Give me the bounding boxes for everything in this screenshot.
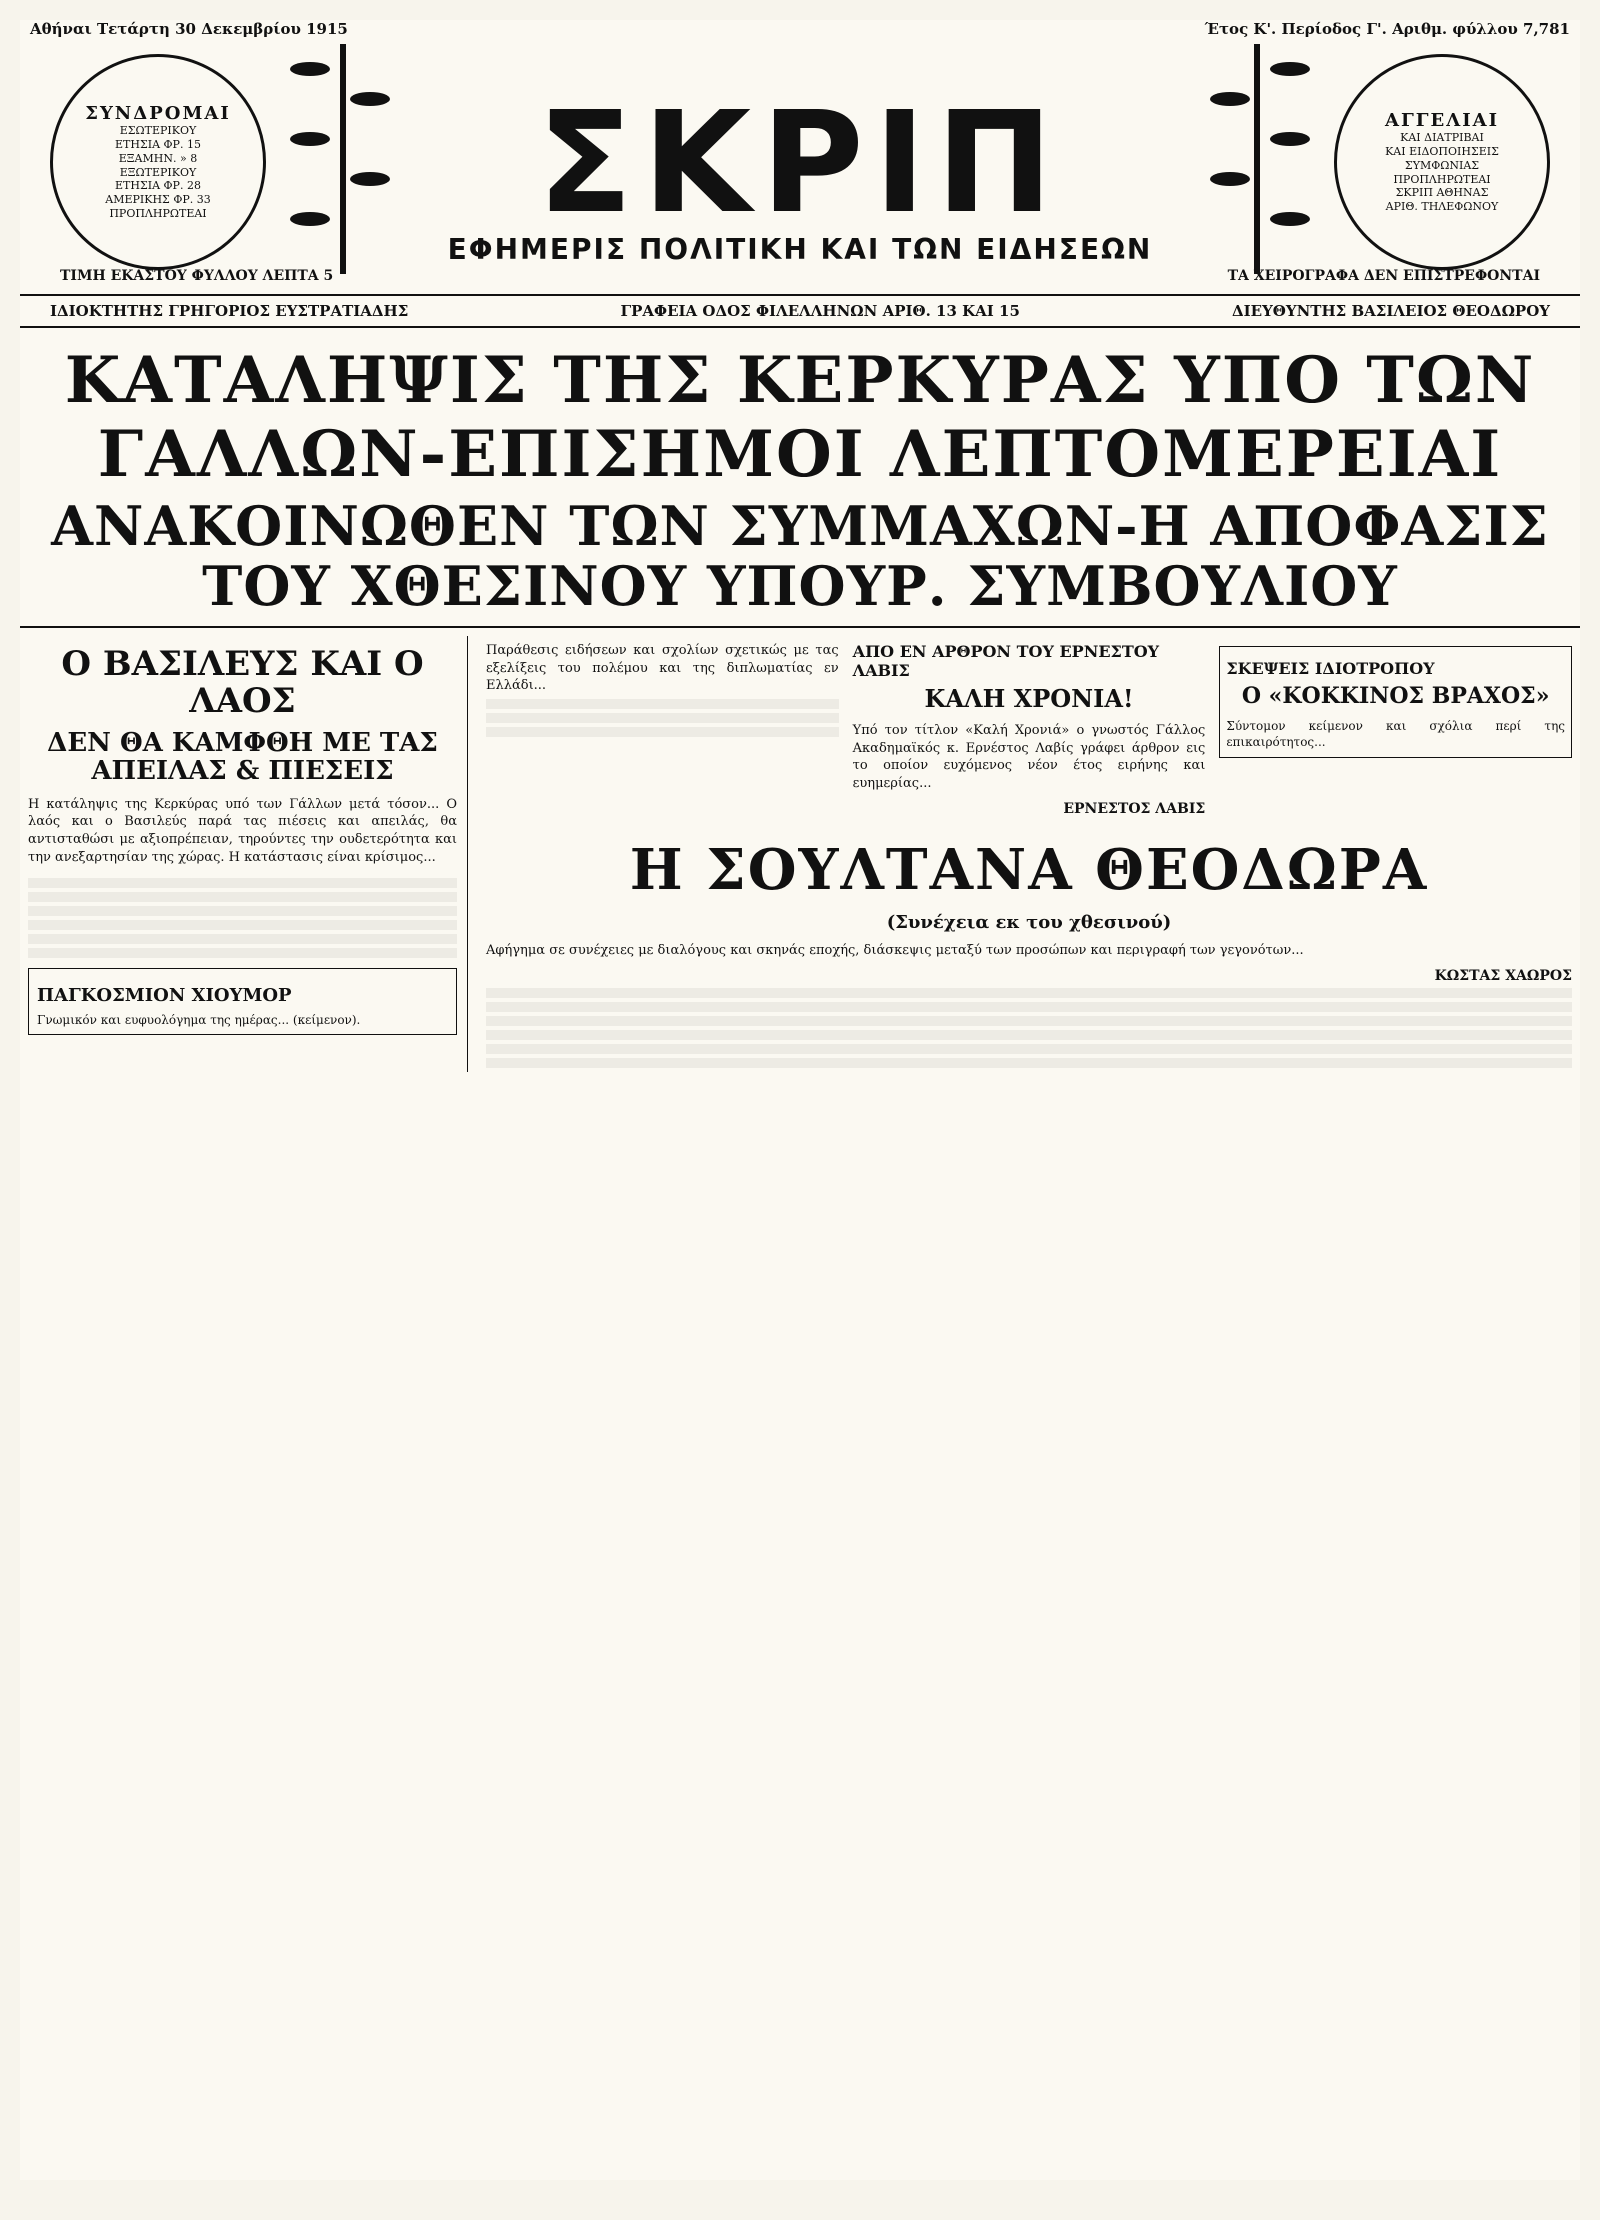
text-line-placeholder <box>28 892 457 902</box>
text-line-placeholder <box>486 1002 1572 1012</box>
right-col-2 <box>853 636 1206 817</box>
manuscripts-note: ΤΑ ΧΕΙΡΟΓΡΑΦΑ ΔΕΝ ΕΠΙΣΤΡΕΦΟΝΤΑΙ <box>1227 268 1540 284</box>
vine-leaf <box>1270 212 1310 226</box>
content-columns <box>20 636 1580 1072</box>
director: ΔΙΕΥΘΥΝΤΗΣ ΒΑΣΙΛΕΙΟΣ ΘΕΟΔΩΡΟΥ <box>1232 302 1550 320</box>
office-address: ΓΡΑΦΕΙΑ ΟΔΟΣ ΦΙΛΕΛΛΗΝΩΝ ΑΡΙΘ. 13 ΚΑΙ 15 <box>620 302 1020 320</box>
subscriptions-circle <box>50 54 266 270</box>
topline <box>20 20 1580 38</box>
thoughts-body: Σύντομον κείμενον και σχόλια περί της επικαιρότητος... <box>1226 719 1565 750</box>
vine-leaf <box>350 92 390 106</box>
subscriptions-title: ΣΥΝΔΡΟΜΑΙ <box>85 103 231 125</box>
col2-title: ΚΑΛΗ ΧΡΟΝΙΑ! <box>924 683 1134 713</box>
sultana-body: Αφήγημα σε συνέχειες με διαλόγους και σκηνάς εποχής, διάσκεψις μεταξύ των προσώπων και περιγραφή των γεγονότων... <box>486 943 1304 959</box>
left-column <box>28 636 468 1072</box>
text-line-placeholder <box>28 906 457 916</box>
thoughts-heading: ΣΚΕΨΕΙΣ ΙΔΙΟΤΡΟΠΟΥ <box>1226 658 1435 678</box>
right-top-columns <box>486 636 1572 817</box>
col2-body: Υπό τον τίτλον «Καλή Χρονιά» ο γνωστός Γάλλος Ακαδημαϊκός κ. Ερνέστος Λαβίς γράφει άρθρον εις το οποίον ευχόμενος νέον έτος ειρήνης και ευημερίας... <box>852 723 1206 791</box>
text-line-placeholder <box>28 934 457 944</box>
masthead-subtitle: ΕΦΗΜΕΡΙΣ ΠΟΛΙΤΙΚΗ ΚΑΙ ΤΩΝ ΕΙΔΗΣΕΩΝ <box>447 233 1153 266</box>
issue-info: Έτος Κ'. Περίοδος Γ'. Αριθμ. φύλλου 7,781 <box>1204 20 1570 38</box>
text-line-placeholder <box>486 1058 1572 1068</box>
subscriptions-text: ΕΣΩΤΕΡΙΚΟΥ ΕΤΗΣΙΑ ΦΡ. 15 ΕΞΑΜΗΝ. » 8 ΕΞΩΤΕΡΙΚΟΥ ΕΤΗΣΙΑ ΦΡ. 28 ΑΜΕΡΙΚΗΣ ΦΡ. 33 ΠΡΟΠΛΗΡΩΤΕΑΙ <box>105 124 211 220</box>
owner: ΙΔΙΟΚΤΗΤΗΣ ΓΡΗΓΟΡΙΟΣ ΕΥΣΤΡΑΤΙΑΔΗΣ <box>50 302 409 320</box>
vine-leaf <box>1270 132 1310 146</box>
humor-title: ΠΑΓΚΟΣΜΙΟΝ ΧΙΟΥΜΟΡ <box>37 985 292 1007</box>
masthead <box>20 44 1580 284</box>
masthead-title: ΣΚΡΙΠ <box>537 82 1063 245</box>
issue-date: Αθήναι Τετάρτη 30 Δεκεμβρίου 1915 <box>30 20 348 38</box>
vine-leaf <box>1270 62 1310 76</box>
text-line-placeholder <box>28 878 457 888</box>
text-line-placeholder <box>486 1044 1572 1054</box>
humor-box <box>28 968 457 1035</box>
left-article-subtitle: ΔΕΝ ΘΑ ΚΑΜΦΘΗ ΜΕ ΤΑΣ ΑΠΕΙΛΑΣ & ΠΙΕΣΕΙΣ <box>47 727 438 787</box>
col2-heading: ΑΠΟ ΕΝ ΑΡΘΡΟΝ ΤΟΥ ΕΡΝΕΣΤΟΥ ΛΑΒΙΣ <box>852 641 1160 680</box>
text-line-placeholder <box>486 1030 1572 1040</box>
decorative-vine-left-icon <box>280 44 420 274</box>
text-line-placeholder <box>28 920 457 930</box>
ads-text: ΚΑΙ ΔΙΑΤΡΙΒΑΙ ΚΑΙ ΕΙΔΟΠΟΙΗΣΕΙΣ ΣΥΜΦΩΝΙΑΣ ΠΡΟΠΛΗΡΩΤΕΑΙ ΣΚΡΙΠ ΑΘΗΝΑΣ ΑΡΙΘ. ΤΗΛΕΦΩΝΟΥ <box>1385 131 1499 213</box>
second-headline: ΑΝΑΚΟΙΝΩΘΕΝ ΤΩΝ ΣΥΜΜΑΧΩΝ-Η ΑΠΟΦΑΣΙΣ ΤΟΥ ΧΘΕΣΙΝΟΥ ΥΠΟΥΡ. ΣΥΜΒΟΥΛΙΟΥ <box>51 494 1549 618</box>
right-col-3 <box>1219 636 1572 817</box>
vine-leaf <box>290 62 330 76</box>
text-line-placeholder <box>486 988 1572 998</box>
vine-leaf <box>350 172 390 186</box>
humor-body: Γνωμικόν και ευφυολόγημα της ημέρας... (κείμενον). <box>37 1013 361 1028</box>
text-line-placeholder <box>486 1016 1572 1026</box>
col1-body: Παράθεσις ειδήσεων και σχολίων σχετικώς με τας εξελίξεις του πολέμου και της διπλωματίας εν Ελλάδι... <box>486 642 839 694</box>
sultana-byline: ΚΩΣΤΑΣ ΧΑΩΡΟΣ <box>1434 967 1572 984</box>
text-line-placeholder <box>486 699 839 709</box>
vine-leaf <box>290 132 330 146</box>
sultana-story <box>486 827 1572 1072</box>
decorative-vine-right-icon <box>1180 44 1320 274</box>
divider <box>20 626 1580 628</box>
price-note: ΤΙΜΗ ΕΚΑΣΤΟΥ ΦΥΛΛΟΥ ΛΕΠΤΑ 5 <box>60 268 334 284</box>
vine-leaf <box>290 212 330 226</box>
main-headline: ΚΑΤΑΛΗΨΙΣ ΤΗΣ ΚΕΡΚΥΡΑΣ ΥΠΟ ΤΩΝ ΓΑΛΛΩΝ-ΕΠΙΣΗΜΟΙ ΛΕΠΤΟΜΕΡΕΙΑΙ <box>64 343 1536 492</box>
text-line-placeholder <box>28 948 457 958</box>
ads-circle <box>1334 54 1550 270</box>
vine-stem <box>340 44 346 274</box>
left-article-body: Η κατάληψις της Κερκύρας υπό των Γάλλων μετά τόσον... Ο λαός και ο Βασιλεύς παρά τας πιέσεις και απειλάς, θα αντισταθώσι με αξιοπρέπειαν, τηρούντες την ουδετερότητα και την ανεξαρτησίαν της χώρας. Η κατάστασις είναι κρίσιμος... <box>28 796 457 865</box>
text-line-placeholder <box>486 713 839 723</box>
vine-leaf <box>1210 172 1250 186</box>
thoughts-box <box>1219 646 1572 758</box>
sultana-title: Η ΣΟΥΛΤΑΝΑ ΘΕΟΔΩΡΑ <box>629 836 1429 903</box>
col2-signature: ΕΡΝΕΣΤΟΣ ΛΑΒΙΣ <box>1063 800 1206 817</box>
right-area <box>486 636 1572 1072</box>
newspaper-page <box>20 20 1580 2180</box>
left-article-title: Ο ΒΑΣΙΛΕΥΣ ΚΑΙ Ο ΛΑΟΣ <box>61 643 424 722</box>
thoughts-title: Ο «ΚΟΚΚΙΝΟΣ ΒΡΑΧΟΣ» <box>1241 682 1550 709</box>
sultana-subtitle: (Συνέχεια εκ του χθεσινού) <box>886 911 1172 933</box>
text-line-placeholder <box>486 727 839 737</box>
ads-title: ΑΓΓΕΛΙΑΙ <box>1384 110 1499 132</box>
vine-leaf <box>1210 92 1250 106</box>
vine-stem <box>1254 44 1260 274</box>
owner-row <box>20 294 1580 328</box>
right-col-1 <box>486 636 839 817</box>
